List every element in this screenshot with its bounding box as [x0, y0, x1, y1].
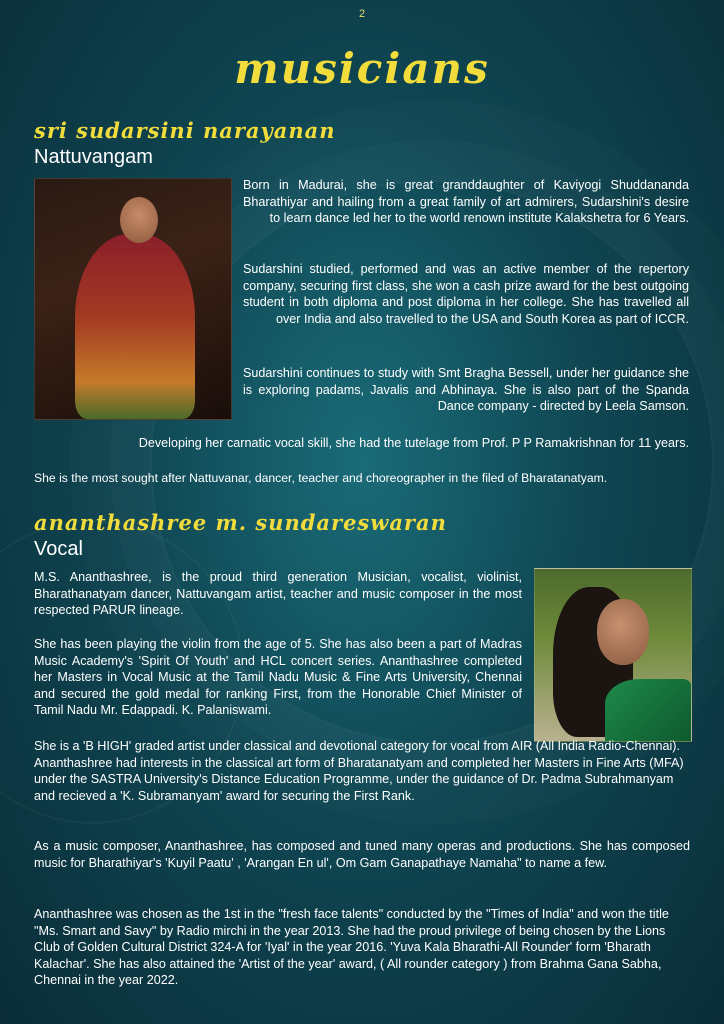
page-number: 2: [358, 8, 366, 20]
singer-sari: [605, 679, 691, 741]
musician2-paragraph-1: M.S. Ananthashree, is the proud third generation Musician, vocalist, violinist, Bharathanatyam dancer, Nattuvangam artist, teacher and music composer in the most respected PARUR lineage.: [34, 570, 522, 618]
musician1-photo: [34, 178, 232, 420]
musician1-paragraph-2: Sudarshini studied, performed and was an active member of the repertory company, securing first class, she won a cash prize award for the best outgoing student in both diploma and post diploma in her college. She has travelled all over India and also travelled to the USA and South Korea as part of ICCR.: [243, 262, 689, 326]
musician2-paragraph-5: Ananthashree was chosen as the 1st in the "fresh face talents" conducted by the "Times of India" and won the title "Ms. Smart and Savy" by Radio mirchi in the year 2013. She had the proud privilege of being chosen by the Lions Club of Golden Cultural District 324-A for 'Iyal' in the year 2016. 'Yuva Kala Bharathi-All Rounder' form 'Bharath Kalachar'. She has also attained the 'Artist of the year' award, ( All rounder category ) from Brahma Gana Sabha, Chennai in the year 2022.: [34, 907, 669, 988]
musician2-photo: [534, 568, 692, 742]
page-title: musicians: [234, 44, 490, 93]
musician1-role: Nattuvangam: [34, 146, 153, 168]
musician1-paragraph-4: Developing her carnatic vocal skill, she had the tutelage from Prof. P P Ramakrishnan for 11 years.: [138, 436, 689, 450]
musician1-paragraph-1: Born in Madurai, she is great granddaughter of Kaviyogi Shuddananda Bharathiyar and hailing from a great family of art admirers, Sudarshini's desire to learn dance led her to the world renown institute Kalakshetra for 6 Years.: [243, 178, 689, 226]
musician1-name: sri sudarsini narayanan: [34, 118, 336, 143]
dancer-head: [120, 197, 158, 243]
singer-face: [597, 599, 649, 665]
musician1-paragraph-5: She is the most sought after Nattuvanar, dancer, teacher and choreographer in the filed of Bharatanatyam.: [34, 471, 608, 485]
dancer-figure: [75, 234, 195, 419]
musician2-name: ananthashree m. sundareswaran: [34, 510, 447, 535]
musician2-role: Vocal: [34, 538, 83, 560]
musician2-paragraph-4: As a music composer, Ananthashree, has composed and tuned many operas and productions. She has composed music for Bharathiyar's 'Kuyil Paatu' , 'Arangan En ul', Om Gam Ganapathaye Namaha" to name a few.: [34, 839, 690, 870]
musician1-paragraph-3: Sudarshini continues to study with Smt Bragha Bessell, under her guidance she is exploring padams, Javalis and Abhinaya. She is also part of the Spanda Dance company - directed by Leela Samson.: [243, 366, 689, 414]
musician2-paragraph-2: She has been playing the violin from the age of 5. She has also been a part of Madras Music Academy's 'Spirit Of Youth' and HCL concert series. Ananthashree completed her Masters in Vocal Music at the Tamil Nadu Music & Fine Arts University, Chennai and secured the gold medal for ranking First, from the Honorable Chief Minister of Tamil Nadu Mr. Edappadi. K. Palaniswami.: [34, 637, 522, 718]
musician2-paragraph-3: She is a 'B HIGH' graded artist under classical and devotional category for vocal from AIR (All India Radio-Chennai). Ananthashree had interests in the classical art form of Bharatanatyam and completed her Masters in Fine Arts (MFA) under the SASTRA University's Distance Education Programme, under the guidance of Dr. Padma Subrahmanyam and recieved a 'K. Subramanyam' award for securing the First Rank.: [34, 739, 684, 803]
